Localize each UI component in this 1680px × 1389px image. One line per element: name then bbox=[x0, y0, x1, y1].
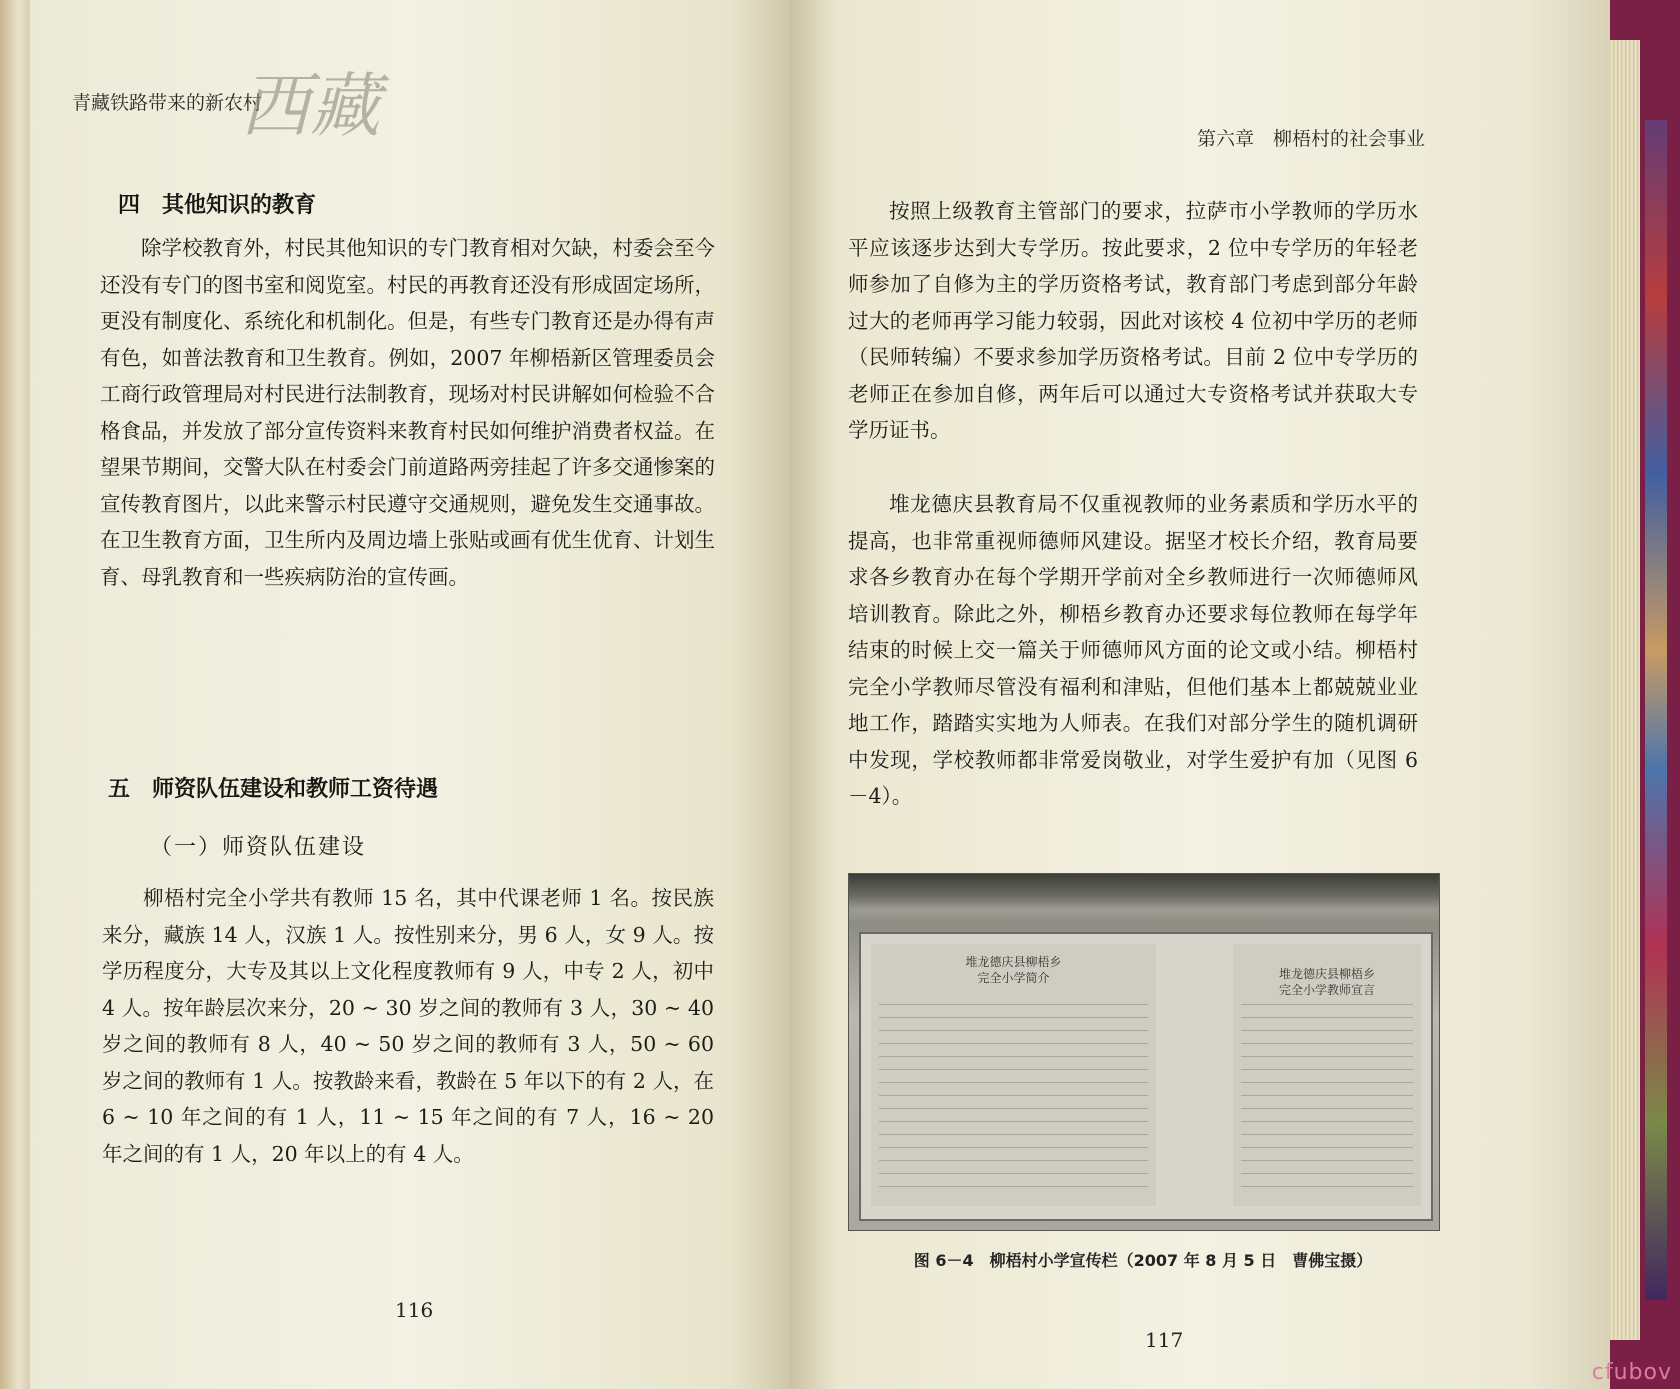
board-panel-pledge-text bbox=[1241, 1004, 1413, 1196]
right-paragraph-1: 按照上级教育主管部门的要求，拉萨市小学教师的学历水平应该逐步达到大专学历。按此要求，2 位中专学历的年轻老师参加了自修为主的学历资格考试，教育部门考虑到部分年龄过大的老师再学习能力较弱，因此对该校 4 位初中学历的老师（民师转编）不要求参加学历资格考试。目前 2 位中专学历的老师正在参加自修，两年后可以通过大专资格考试并获取大专学历证书。 bbox=[848, 199, 1418, 442]
xizang-seal-icon: 西藏 bbox=[240, 65, 380, 147]
watermark: cfubov bbox=[1591, 1360, 1672, 1385]
board-panel-introduction-text bbox=[879, 1004, 1148, 1196]
figure-caption: 图 6－4 柳梧村小学宣传栏（2007 年 8 月 5 日 曹佛宝摄） bbox=[913, 1251, 1373, 1270]
section4-paragraph: 除学校教育外，村民其他知识的专门教育相对欠缺，村委会至今还没有专门的图书室和阅览室。村民的再教育还没有形成固定场所，更没有制度化、系统化和机制化。但是，有些专门教育还是办得有声有色，如普法教育和卫生教育。例如，2007 年柳梧新区管理委员会工商行政管理局对村民进行法制教育，现场对村民讲解如何检验不合格食品，并发放了部分宣传资料来教育村民如何维护消费者权益。在望果节期间，交警大队在村委会门前道路两旁挂起了许多交通惨案的宣传教育图片，以此来警示村民遵守交通规则，避免发生交通事故。在卫生教育方面，卫生所内及周边墙上张贴或画有优生优育、计划生育、母乳教育和一些疾病防治的宣传画。 bbox=[100, 236, 715, 589]
right-page-number: 117 bbox=[1145, 1328, 1184, 1352]
subsection-paragraph: 柳梧村完全小学共有教师 15 名，其中代课老师 1 名。按民族来分，藏族 14 人，汉族 1 人。按性别来分，男 6 人，女 9 人。按学历程度分，大专及其以上文化程度教师有 9 人，中专 2 人，初中 4 人。按年龄层次来分，20 ~ 30 岁之间的教师有 3 人，30 ~ 40 岁之间的教师有 8 人，40 ~ 50 岁之间的教师有 3 人，50 ~ 60 岁之间的教师有 1 人。按教龄来看，教龄在 5 年以下的有 2 人，在 6 ~ 10 年之间的有 1 人，11 ~ 15 年之间的有 7 人，16 ~ 20 年之间的有 1 人，20 年以上的有 4 人。 bbox=[102, 886, 714, 1166]
board-panel-introduction-title: 堆龙德庆县柳梧乡 完全小学简介 bbox=[965, 955, 1062, 985]
board-panel-pledge-title: 堆龙德庆县柳梧乡 完全小学教师宣言 bbox=[1278, 967, 1375, 997]
book-edge-right bbox=[1610, 40, 1640, 1340]
subsection-heading: （一）师资队伍建设 bbox=[150, 835, 367, 860]
section5-heading: 五 师资队伍建设和教师工资待遇 bbox=[108, 777, 439, 802]
figure-6-4-photo bbox=[848, 873, 1440, 1231]
left-page bbox=[30, 0, 790, 1389]
left-page-number: 116 bbox=[395, 1298, 434, 1322]
board-panel-pledge bbox=[1233, 944, 1421, 1206]
book-edge-left bbox=[0, 0, 30, 1389]
left-running-head: 青藏铁路带来的新农村 bbox=[72, 92, 263, 114]
right-paragraph-2: 堆龙德庆县教育局不仅重视教师的业务素质和学历水平的提高，也非常重视师德师风建设。据坚才校长介绍，教育局要求各乡教育办在每个学期开学前对全乡教师进行一次师德师风培训教育。除此之外，柳梧乡教育办还要求每位教师在每学年结束的时候上交一篇关于师德师风方面的论文或小结。柳梧村完全小学教师尽管没有福利和津贴，但他们基本上都兢兢业业地工作，踏踏实实地为人师表。在我们对部分学生的随机调研中发现，学校教师都非常爱岗敬业，对学生爱护有加（见图 6－4）。 bbox=[848, 492, 1418, 808]
bulletin-board bbox=[859, 932, 1433, 1221]
right-running-head: 第六章 柳梧村的社会事业 bbox=[1196, 128, 1425, 150]
section4-heading: 四 其他知识的教育 bbox=[118, 193, 317, 218]
right-page bbox=[790, 0, 1610, 1389]
cover-color-strip bbox=[1645, 120, 1667, 1300]
board-panel-introduction bbox=[871, 944, 1156, 1206]
